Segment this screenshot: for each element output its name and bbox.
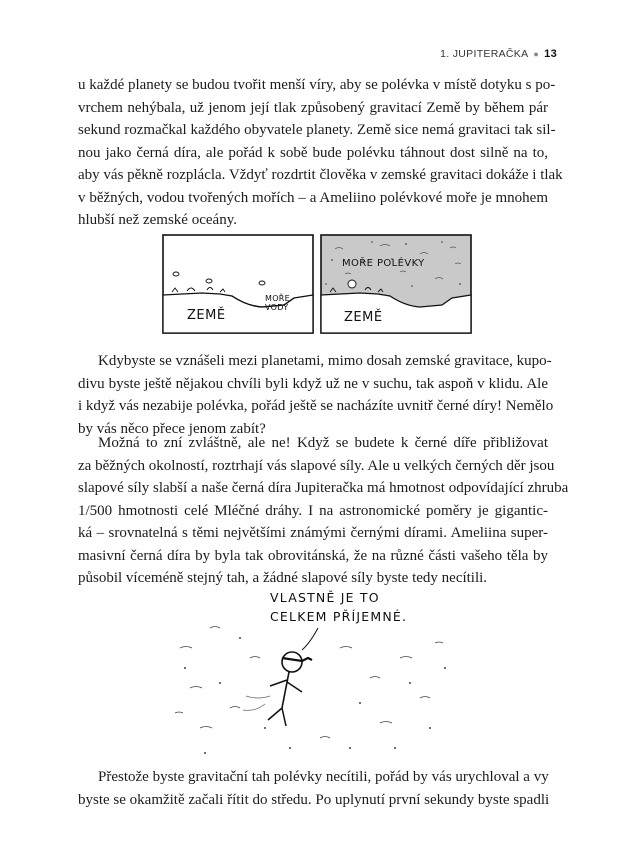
soup-sea-label: MOŘE POLÉVKY [342,258,425,269]
text-line: divu byste ještě nějakou chvíli byli když už ne v suchu, tak aspoň v klidu. Ale [78,375,548,392]
speech-line: CELKEM PŘÍJEMNÉ. [270,609,408,624]
chapter-title: 1. JUPITERAČKA [440,48,529,60]
text-line: by vás něco přece jenom zabít? [78,420,266,437]
earth-label: ZEMĚ [187,308,226,323]
text-line: za běžných okolností, roztrhají vás slapové síly. Ale u velkých černých děr jsou [78,457,555,474]
header-separator: ● [533,49,540,59]
text-line: u každé planety se budou tvořit menší víry, aby se polévka v místě dotyku s po- [78,77,556,93]
comic-panel-water-sea [162,234,314,334]
text-line: působil víceméně stejný tah, a žádné slapové síly byste tedy necítili. [78,570,488,586]
text-line: v běžných, vodou tvořených mořích – a Ameliino polévkové moře je mnohem [78,189,548,206]
text-line: 1/500 hmotnosti celé Mléčné dráhy. I na astronomické poměry je gigantic- [78,502,548,519]
comic-earth-seas [162,234,472,334]
text-line: i když vás nezabije polévka, pořád ještě se nacházíte uvnitř černé díry! Nemělo [78,398,554,414]
running-header [440,48,557,60]
water-sea-label: MOŘE VODY [265,294,291,312]
paragraph-1 [78,74,563,232]
text-line: aby vás pěkně rozplácla. Vždyť rozdrtit člověka v zemské gravitaci dokáže i tlak [78,167,563,183]
speech-bubble-text [270,588,407,626]
comic-panel-soup-sea [320,234,472,334]
text-line: masivní černá díra by byla tak obrovitánská, že na různé části vašeho těla by [78,547,548,564]
text-line: ká – srovnatelná s těmi největšími známými černými dírami. Ameliina super- [78,525,548,541]
soup-sea-illustration [320,234,472,334]
text-line: sekund rozmačkal každého obyvatele planety. Země sice nemá gravitaci tak sil- [78,122,556,138]
speech-line: VLASTNĚ JE TO [270,590,380,605]
text-line: vrchem nehýbala, už jenom její tlak způsobený gravitací Země by během pár [78,99,548,116]
floating-person-illustration [170,588,460,758]
text-line: byste se okamžitě začali řítit do středu. Po uplynutí první sekundy byste spadli [78,791,550,808]
paragraph-3 [78,432,569,590]
water-sea-illustration [162,234,314,334]
paragraph-2 [78,350,554,440]
page-number: 13 [544,48,557,60]
text-line: slapové síly slabší a naše černá díra Jupiteračka má hmotnost odpovídající zhruba [78,480,569,496]
text-line: Přestože byste gravitační tah polévky necítili, pořád by vás urychloval a vy [98,769,549,785]
text-line: nou jako černá díra, ale pořád k sobě bude polévku táhnout dost silně na to, [78,144,548,161]
earth-label: ZEMĚ [344,310,383,325]
text-line: Možná to zní zvláštně, ale ne! Když se budete k černé díře přibližovat [98,435,548,451]
text-line: Kdybyste se vznášeli mezi planetami, mimo dosah zemské gravitace, kupo- [98,353,552,369]
text-line: hlubší než zemské oceány. [78,212,237,228]
paragraph-4 [78,766,548,811]
